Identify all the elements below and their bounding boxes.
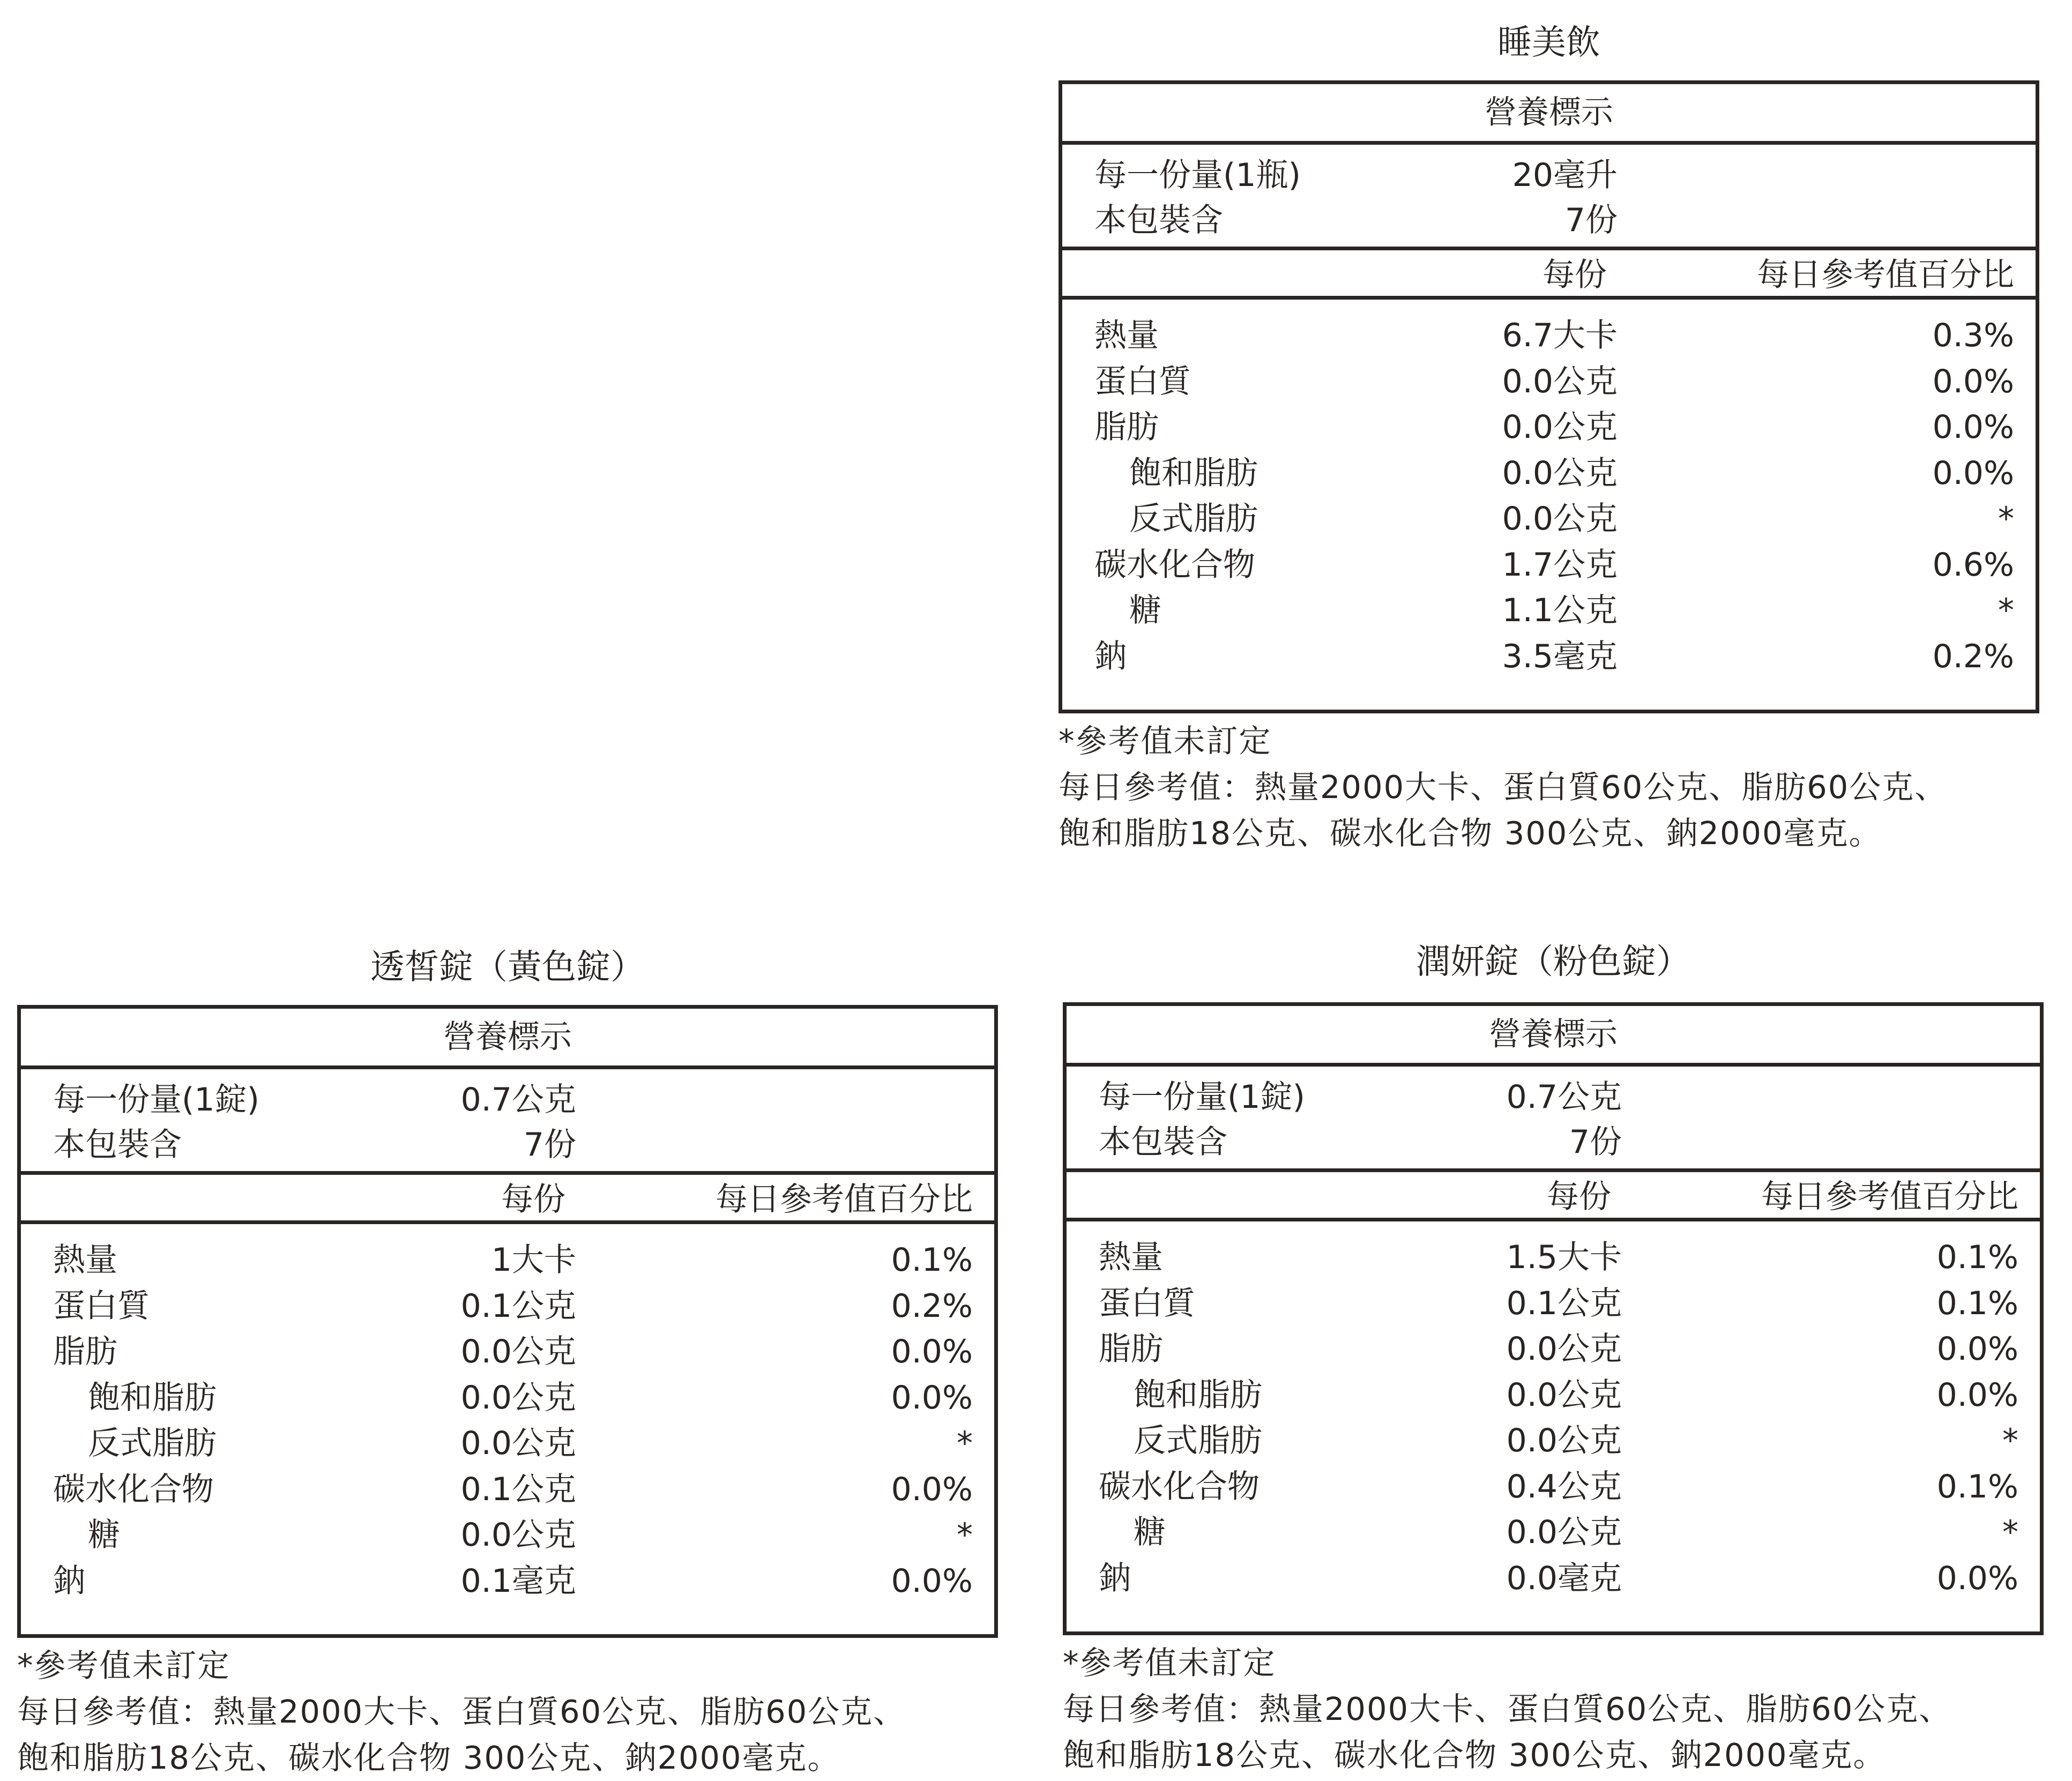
nutrient-value: 0.1公克 (460, 1287, 576, 1325)
nutrient-row (21, 1559, 994, 1605)
footnote-daily-ref-cont: 飽和脂肪18公克、碳水化合物 300公克、鈉2000毫克。 (1063, 1737, 1886, 1773)
nutrient-name: 脂肪 (53, 1333, 117, 1370)
nutrient-value: 0.0毫克 (1506, 1559, 1622, 1597)
nutrient-list (1067, 1221, 2040, 1631)
nutrient-pct: 0.1% (1936, 1239, 2018, 1276)
nutrient-pct: 0.0% (891, 1378, 973, 1417)
serving-info (1062, 145, 2036, 250)
col-per-serving: 每份 (1547, 1178, 1611, 1216)
panel-title: 睡美飲 (1497, 23, 1600, 63)
nutrient-pct: 0.0% (1932, 454, 2014, 492)
nutrient-pct: 0.0% (891, 1562, 973, 1600)
package-count-row (1067, 1119, 2040, 1165)
package-count-value: 7份 (1569, 1123, 1622, 1161)
nutrient-row (21, 1375, 994, 1421)
nutrient-name: 飽和脂肪 (1129, 454, 1258, 492)
serving-size-value: 20毫升 (1512, 157, 1618, 194)
nutrient-name: 蛋白質 (53, 1287, 150, 1325)
serving-size-row (1062, 152, 2036, 198)
package-count-label: 本包裝含 (1094, 202, 1223, 239)
nutrient-row (1062, 634, 2036, 680)
label-header: 營養標示 (21, 1009, 994, 1069)
package-count-row (1062, 197, 2036, 243)
nutrient-row (1062, 359, 2036, 405)
nutrient-pct: * (1998, 592, 2014, 629)
package-count-value: 7份 (523, 1126, 576, 1164)
nutrient-name: 熱量 (1099, 1239, 1163, 1276)
panel-title: 透皙錠（黃色錠） (370, 948, 645, 987)
nutrient-name: 熱量 (53, 1241, 117, 1279)
nutrient-value: 0.0公克 (1506, 1514, 1622, 1551)
nutrient-row (21, 1512, 994, 1559)
serving-size-row (21, 1077, 994, 1123)
nutrient-name: 碳水化合物 (53, 1470, 214, 1508)
nutrient-pct: 0.0% (1936, 1376, 2018, 1414)
nutrient-row (1062, 496, 2036, 542)
col-per-serving: 每份 (1542, 256, 1607, 294)
footnote-daily-ref: 每日參考值：熱量2000大卡、蛋白質60公克、脂肪60公克、 (1063, 1690, 1952, 1727)
nutrient-list (21, 1224, 994, 1634)
nutrient-row (21, 1467, 994, 1513)
nutrient-pct: 0.0% (891, 1470, 973, 1508)
nutrient-pct: 0.3% (1932, 317, 2014, 354)
nutrient-name: 脂肪 (1099, 1330, 1163, 1368)
nutrient-value: 0.0公克 (460, 1516, 576, 1554)
serving-info (21, 1069, 994, 1175)
nutrient-value: 1.1公克 (1502, 592, 1618, 629)
nutrient-row (1067, 1235, 2040, 1281)
package-count-label: 本包裝含 (1099, 1123, 1227, 1161)
nutrient-name: 反式脂肪 (1134, 1422, 1262, 1459)
nutrient-value: 0.0公克 (1502, 500, 1618, 538)
nutrient-pct: 0.0% (891, 1333, 973, 1370)
nutrient-row (1067, 1556, 2040, 1602)
nutrient-value: 0.4公克 (1506, 1467, 1622, 1506)
nutrient-row (1067, 1373, 2040, 1419)
col-per-serving: 每份 (501, 1181, 565, 1218)
serving-size-label: 每一份量(1錠) (53, 1081, 259, 1119)
nutrient-pct: 0.1% (1936, 1284, 2018, 1322)
serving-info (1067, 1067, 2040, 1172)
serving-size-label: 每一份量(1錠) (1099, 1078, 1305, 1116)
nutrient-name: 熱量 (1094, 317, 1159, 354)
nutrient-name: 糖 (1129, 592, 1161, 629)
nutrient-name: 飽和脂肪 (88, 1378, 217, 1417)
col-daily-pct: 每日參考值百分比 (1757, 256, 2014, 294)
nutrient-name: 蛋白質 (1099, 1284, 1195, 1322)
nutrient-name: 反式脂肪 (88, 1425, 217, 1462)
nutrition-label (1063, 1002, 2044, 1635)
nutrient-pct: 0.0% (1932, 362, 2014, 400)
nutrient-name: 糖 (88, 1516, 120, 1554)
nutrient-name: 蛋白質 (1094, 362, 1191, 400)
nutrient-row (1067, 1281, 2040, 1327)
nutrient-pct: * (2002, 1514, 2018, 1551)
nutrient-pct: 0.1% (1936, 1467, 2018, 1506)
nutrient-value: 1.5大卡 (1506, 1239, 1622, 1276)
nutrition-label (17, 1005, 998, 1638)
footnote-undefined: *參考值未訂定 (1063, 1644, 1276, 1681)
serving-size-value: 0.7公克 (460, 1081, 576, 1119)
column-header-row (1062, 250, 2036, 300)
nutrient-pct: * (957, 1425, 973, 1462)
nutrient-row (1062, 313, 2036, 359)
nutrient-pct: * (1998, 500, 2014, 538)
label-footnotes (1059, 718, 1947, 856)
nutrient-value: 0.1毫克 (460, 1562, 576, 1600)
label-header: 營養標示 (1062, 84, 2036, 145)
serving-size-label: 每一份量(1瓶) (1094, 157, 1301, 194)
nutrient-value: 0.0公克 (460, 1378, 576, 1417)
nutrient-name: 飽和脂肪 (1134, 1376, 1262, 1414)
nutrient-value: 1大卡 (491, 1241, 576, 1279)
package-count-row (21, 1122, 994, 1168)
label-footnotes (17, 1643, 906, 1781)
nutrient-name: 脂肪 (1094, 408, 1159, 446)
nutrient-pct: * (957, 1516, 973, 1554)
nutrient-row (1062, 405, 2036, 451)
serving-size-row (1067, 1074, 2040, 1120)
nutrient-pct: 0.2% (1932, 637, 2014, 675)
nutrient-list (1062, 300, 2036, 710)
nutrient-value: 0.1公克 (1506, 1284, 1622, 1322)
footnote-daily-ref-cont: 飽和脂肪18公克、碳水化合物 300公克、鈉2000毫克。 (1059, 815, 1882, 852)
nutrient-value: 0.1公克 (460, 1470, 576, 1508)
nutrient-pct: 0.1% (891, 1241, 973, 1279)
col-daily-pct: 每日參考值百分比 (715, 1181, 973, 1218)
nutrient-row (1067, 1327, 2040, 1373)
nutrient-name: 糖 (1134, 1514, 1166, 1551)
column-header-row (1067, 1172, 2040, 1221)
package-count-value: 7份 (1564, 202, 1618, 239)
nutrient-row (1067, 1510, 2040, 1556)
nutrient-value: 0.0公克 (1506, 1330, 1622, 1368)
nutrient-value: 3.5毫克 (1502, 637, 1618, 675)
nutrient-row (21, 1329, 994, 1375)
nutrient-value: 0.0公克 (1506, 1376, 1622, 1414)
footnote-undefined: *參考值未訂定 (1059, 722, 1272, 759)
nutrient-row (21, 1284, 994, 1330)
nutrient-row (1062, 542, 2036, 588)
nutrient-pct: * (2002, 1422, 2018, 1459)
nutrient-pct: 0.0% (1932, 408, 2014, 446)
nutrient-value: 6.7大卡 (1502, 317, 1618, 354)
nutrition-label (1059, 80, 2039, 713)
footnote-undefined: *參考值未訂定 (17, 1647, 230, 1684)
nutrient-name: 反式脂肪 (1129, 500, 1258, 538)
label-header: 營養標示 (1067, 1006, 2040, 1067)
nutrient-name: 碳水化合物 (1094, 546, 1255, 584)
nutrient-value: 0.0公克 (1502, 408, 1618, 446)
panel-title: 潤妍錠（粉色錠） (1416, 942, 1690, 982)
nutrient-value: 0.0公克 (460, 1333, 576, 1370)
footnote-daily-ref: 每日參考值：熱量2000大卡、蛋白質60公克、脂肪60公克、 (1059, 769, 1948, 806)
nutrient-value: 0.0公克 (1506, 1422, 1622, 1459)
nutrient-value: 0.0公克 (1502, 362, 1618, 400)
nutrient-row (1062, 588, 2036, 634)
nutrient-value: 1.7公克 (1502, 546, 1618, 584)
nutrient-value: 0.0公克 (1502, 454, 1618, 492)
footnote-daily-ref-cont: 飽和脂肪18公克、碳水化合物 300公克、鈉2000毫克。 (17, 1739, 840, 1776)
nutrient-value: 0.0公克 (460, 1425, 576, 1462)
nutrient-pct: 0.0% (1936, 1330, 2018, 1368)
nutrient-pct: 0.2% (891, 1287, 973, 1325)
nutrient-pct: 0.6% (1932, 546, 2014, 584)
nutrient-row (1062, 451, 2036, 497)
nutrient-row (1067, 1418, 2040, 1464)
nutrient-name: 碳水化合物 (1099, 1467, 1259, 1506)
package-count-label: 本包裝含 (53, 1126, 182, 1164)
nutrient-name: 鈉 (1094, 637, 1127, 675)
nutrient-pct: 0.0% (1936, 1559, 2018, 1597)
nutrient-name: 鈉 (53, 1562, 85, 1600)
nutrient-row (21, 1238, 994, 1284)
col-daily-pct: 每日參考值百分比 (1761, 1178, 2018, 1216)
serving-size-value: 0.7公克 (1506, 1078, 1622, 1116)
label-footnotes (1063, 1640, 1951, 1778)
nutrient-row (1067, 1464, 2040, 1510)
column-header-row (21, 1175, 994, 1224)
nutrient-row (21, 1421, 994, 1467)
nutrient-name: 鈉 (1099, 1559, 1131, 1597)
footnote-daily-ref: 每日參考值：熱量2000大卡、蛋白質60公克、脂肪60公克、 (17, 1693, 906, 1730)
